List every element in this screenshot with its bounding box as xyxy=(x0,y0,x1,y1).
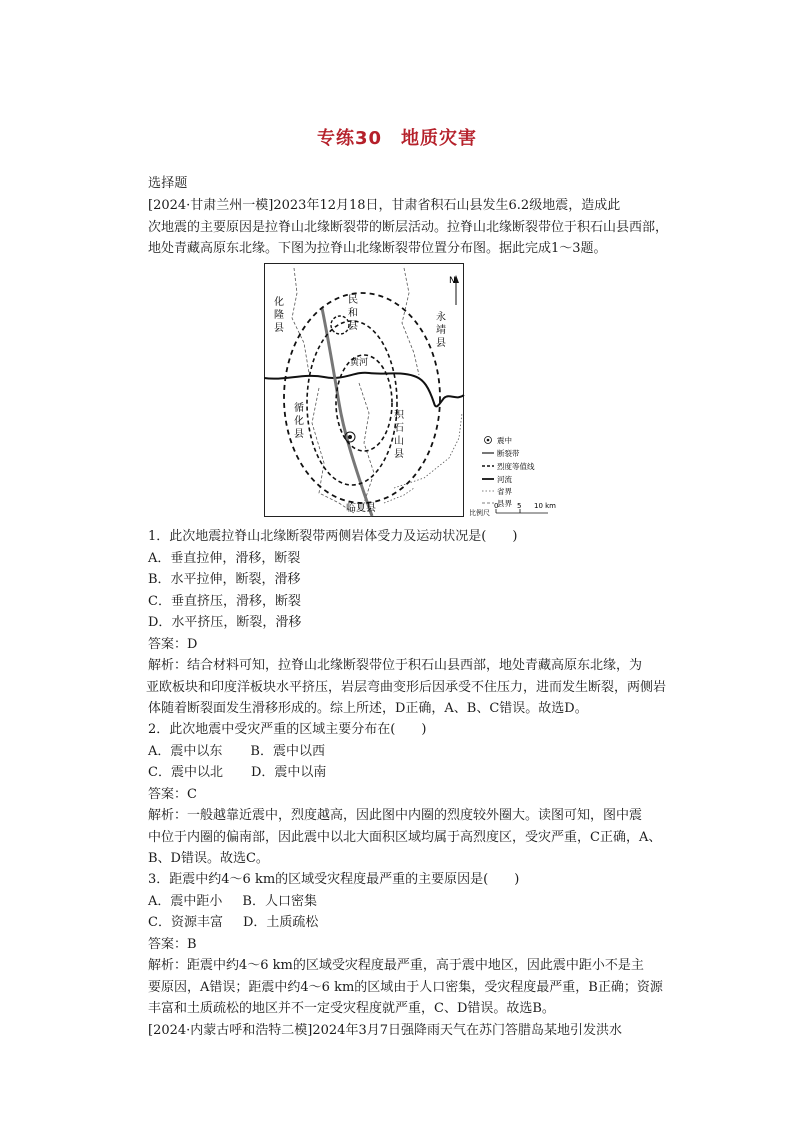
scale-bar xyxy=(469,502,556,517)
scale-label: 比例尺 xyxy=(469,509,490,517)
scale-tick-10: 10 km xyxy=(534,502,557,510)
label-xunhua: 循化县 xyxy=(294,403,304,440)
q2-stem: 2．此次地震中受灾严重的区域主要分布在( ) xyxy=(148,722,427,737)
q1-analysis-2: 亚欧板块和印度洋板块水平挤压，岩层弯曲变形后因承受不住压力，进而发生断裂，两侧岩 xyxy=(146,679,667,695)
q2-options-row-2 xyxy=(148,762,688,784)
legend-province: 省界 xyxy=(497,487,512,496)
q1-stem: 1．此次地震拉脊山北缘断裂带两侧岩体受力及运动状况是( ) xyxy=(148,529,518,544)
scale-tick-5: 5 xyxy=(517,502,522,510)
q1-option-b: B．水平拉伸，断裂，滑移 xyxy=(148,572,301,587)
q2-option-d: D．震中以南 xyxy=(250,765,327,780)
scale-tick-0: 0 xyxy=(494,502,499,510)
q3-option-a: A．震中距小 xyxy=(148,893,223,909)
section-heading: 选择题 xyxy=(148,176,188,191)
q2-option-b: B．震中以西 xyxy=(250,743,325,759)
next-intro-line: [2024·内蒙古呼和浩特二模]2024年3月7日强降雨天气在苏门答腊岛某地引发洪水 xyxy=(148,1023,622,1038)
q3-analysis-3: 丰富和土质疏松的地区并不一定受灾程度就严重，C、D错误。故选B。 xyxy=(148,1001,555,1016)
intro-line-3: 地处青藏高原东北缘。下图为拉脊山北缘断裂带位置分布图。据此完成1～3题。 xyxy=(148,241,607,256)
label-linxia: 临夏县 xyxy=(346,503,376,514)
q3-answer: 答案：B xyxy=(148,936,197,952)
label-minhe: 民和县 xyxy=(348,295,358,332)
legend-river: 河流 xyxy=(497,475,512,484)
q1-option-d: D．水平挤压，断裂，滑移 xyxy=(148,615,302,630)
q3-stem: 3．距震中约4～6 km的区域受灾程度最严重的主要原因是( ) xyxy=(148,872,520,887)
intro-line-1: [2024·甘肃兰州一模]2023年12月18日，甘肃省积石山县发生6.2级地震，造成此 xyxy=(148,198,621,213)
q1-option-a: A．垂直拉伸，滑移，断裂 xyxy=(148,550,301,566)
q2-options-row-1 xyxy=(148,741,688,763)
q2-analysis-3: B、D错误。故选C。 xyxy=(148,851,269,866)
intro-line-2: 次地震的主要原因是拉脊山北缘断裂带的断层活动。拉脊山北缘断裂带位于积石山县西部， xyxy=(148,219,669,235)
page-title: 专练30 地质灾害 xyxy=(316,128,478,149)
q1-option-c: C．垂直挤压，滑移，断裂 xyxy=(148,593,301,609)
q2-option-a: A．震中以东 xyxy=(148,743,223,759)
q3-options-row-1 xyxy=(148,891,688,913)
question-1 xyxy=(148,526,688,720)
legend-county: 县界 xyxy=(497,499,512,508)
q1-analysis-1: 解析：结合材料可知，拉脊山北缘断裂带位于积石山县西部，地处青藏高原东北缘，为 xyxy=(148,658,643,673)
map-legend xyxy=(482,435,535,508)
q2-analysis-2: 中位于内圈的偏南部，因此震中以北大面积区域均属于高烈度区，受灾严重，C正确，A、 xyxy=(148,829,662,845)
q1-answer: 答案：D xyxy=(148,636,198,652)
north-label: N xyxy=(449,276,456,286)
q2-option-c: C．震中以北 xyxy=(148,765,223,780)
label-yongjing: 永靖县 xyxy=(436,312,446,349)
q2-analysis-1: 解析：一般越靠近震中，烈度越高，因此图中内圈的烈度较外圈大。读图可知，图中震 xyxy=(148,808,643,823)
legend-epicenter: 震中 xyxy=(497,436,512,445)
legend-isoseismal: 烈度等值线 xyxy=(497,462,535,471)
q1-analysis-3: 体随着断裂面发生滑移形成的。综上所述，D正确，A、B、C错误。故选D。 xyxy=(148,701,588,716)
q3-analysis-2: 要原因，A错误；距震中约4～6 km的区域由于人口密集，受灾程度最严重，B正确；资源 xyxy=(148,979,663,995)
label-hualong: 化隆县 xyxy=(274,297,284,334)
label-jishishan: 积石山县 xyxy=(394,410,404,460)
fault-zone-map xyxy=(264,263,564,518)
q3-options-row-2 xyxy=(148,912,688,934)
legend-fault: 断裂带 xyxy=(497,449,520,458)
q3-analysis-1: 解析：距震中约4～6 km的区域受灾程度最严重，高于震中地区，因此震中距小不是主 xyxy=(148,958,644,973)
label-huanghe: 黄河 xyxy=(350,358,369,368)
q3-option-b: B．人口密集 xyxy=(242,893,317,909)
q3-option-c: C．资源丰富 xyxy=(148,915,223,930)
intro-paragraph xyxy=(148,195,688,260)
q3-option-d: D．土质疏松 xyxy=(242,915,319,930)
question-3 xyxy=(148,869,688,1020)
map-frame xyxy=(265,264,464,517)
map-svg xyxy=(264,263,564,518)
epicenter-dot xyxy=(348,435,352,439)
next-intro xyxy=(148,1020,688,1042)
question-2 xyxy=(148,719,688,870)
q2-answer: 答案：C xyxy=(148,786,197,802)
